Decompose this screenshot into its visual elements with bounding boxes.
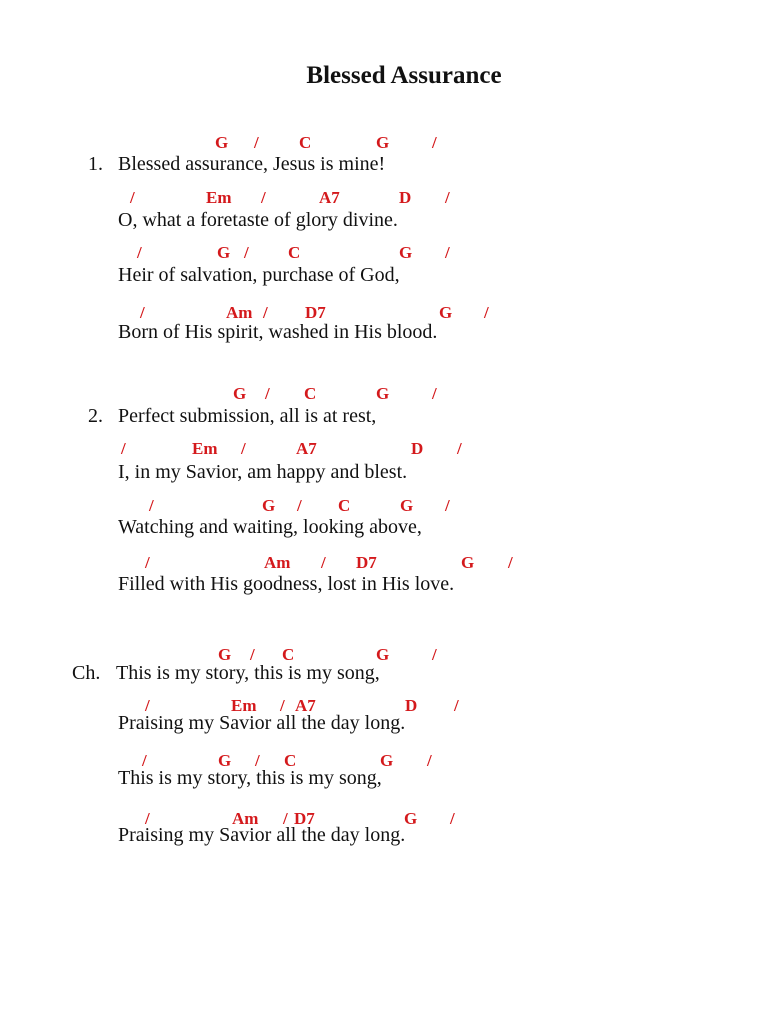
chord: / [137,243,142,262]
chord: / [432,384,437,403]
chord: / [450,809,455,828]
chord: G [380,751,394,770]
chord: G [439,303,453,322]
chord: D7 [305,303,326,322]
chord: G [233,384,247,403]
lyric-line: I, in my Savior, am happy and blest. [118,461,408,483]
chord: / [145,696,150,715]
verse-number: 2. [88,405,103,427]
chord: / [255,751,260,770]
chord: / [263,303,268,322]
chord: Am [264,553,291,572]
chord: G [215,133,229,152]
lyric-line: This is my story, this is my song, [116,662,380,684]
chord: G [376,645,390,664]
chord: / [250,645,255,664]
verse-number: 1. [88,153,103,175]
chord: / [140,303,145,322]
chord: / [454,696,459,715]
lyric-line: Perfect submission, all is at rest, [118,405,377,427]
chord: / [432,133,437,152]
chord: / [265,384,270,403]
chord: A7 [295,696,316,715]
chord: C [282,645,295,664]
chord: A7 [296,439,317,458]
chord: G [400,496,414,515]
lyric-line: Blessed assurance, Jesus is mine! [118,153,386,175]
chord: / [142,751,147,770]
chord: Am [226,303,253,322]
chord: C [304,384,317,403]
chord: G [217,243,231,262]
chord: D7 [356,553,377,572]
chord: / [508,553,513,572]
chord: G [218,645,232,664]
chord: / [484,303,489,322]
lyric-line: Born of His spirit, washed in His blood. [118,321,438,343]
chord: / [457,439,462,458]
chord: / [283,809,288,828]
chorus-label: Ch. [72,662,101,684]
chord: Em [192,439,218,458]
chord: / [321,553,326,572]
chord: G [218,751,232,770]
lyric-line: This is my story, this is my song, [118,767,382,789]
chord: C [299,133,312,152]
chord: / [432,645,437,664]
chord: G [399,243,413,262]
chord: / [280,696,285,715]
chord: G [461,553,475,572]
chord: C [338,496,351,515]
chord: / [149,496,154,515]
chord: / [445,496,450,515]
lyric-line: Heir of salvation, purchase of God, [118,264,400,286]
lyric-line: Praising my Savior all the day long. [118,712,406,734]
lyric-line: Praising my Savior all the day long. [118,824,406,846]
song-title: Blessed Assurance [306,62,502,89]
chord: D [411,439,424,458]
chord: Em [206,188,232,207]
chord: / [297,496,302,515]
chord: / [445,188,450,207]
lyric-line: Filled with His goodness, lost in His love. [118,573,455,595]
chord: G [376,133,390,152]
chord: / [145,553,150,572]
chord: Em [231,696,257,715]
chord: / [121,439,126,458]
chord: G [262,496,276,515]
chord: / [445,243,450,262]
chord: / [261,188,266,207]
chord: G [376,384,390,403]
chord: D [399,188,412,207]
chord: / [130,188,135,207]
chord: / [241,439,246,458]
chord: / [254,133,259,152]
chord: C [288,243,301,262]
chord: A7 [319,188,340,207]
chord: / [244,243,249,262]
chord: / [145,809,150,828]
chord: Am [232,809,259,828]
chord: D7 [294,809,315,828]
chord: / [427,751,432,770]
lyric-line: O, what a foretaste of glory divine. [118,209,398,231]
chord: C [284,751,297,770]
chord: D [405,696,418,715]
lyric-line: Watching and waiting, looking above, [118,516,422,538]
chord: G [404,809,418,828]
